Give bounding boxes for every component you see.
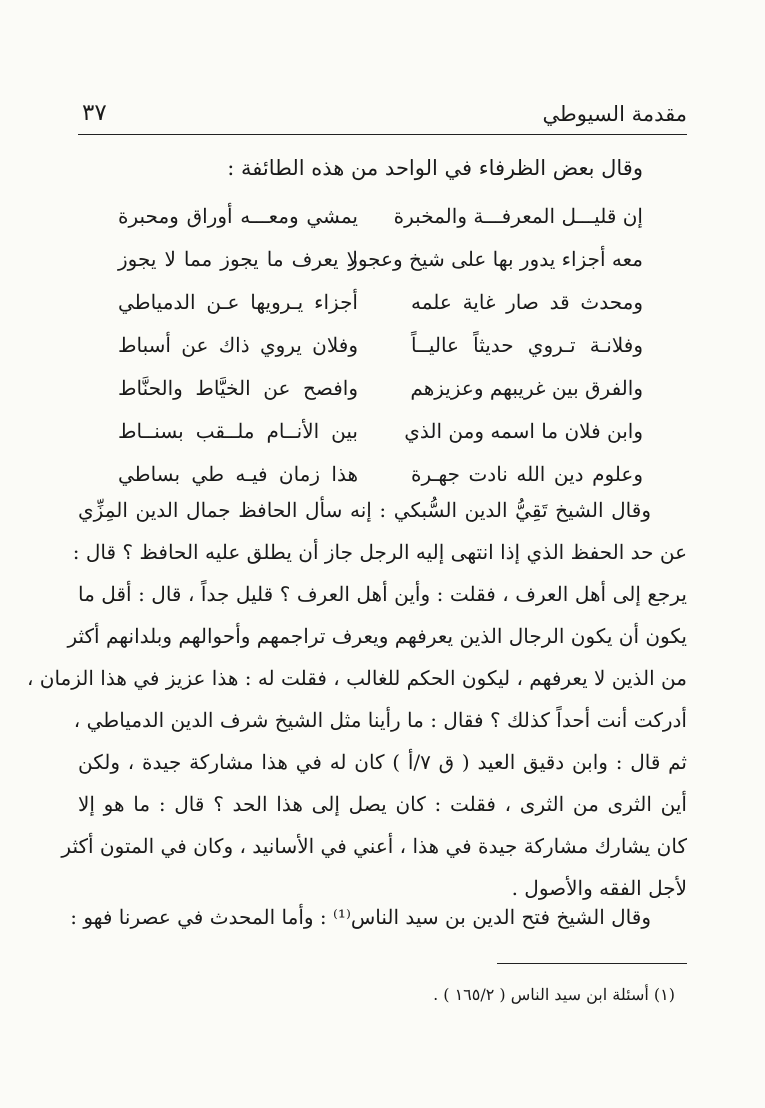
paragraph-line: يكون أن يكون الرجال الذين يعرفهم ويعرف تراجمهم وأحوالهم وبلدانهم أكثر	[67, 624, 687, 648]
footnote: (١) أسئلة ابن سيد الناس ( ١٦٥/٢ ) .	[433, 985, 675, 1004]
page-header	[78, 98, 687, 135]
paragraph-line: أين الثرى من الثرى ، فقلت : كان يصل إلى هذا الحد ؟ قال : ما هو إلا	[78, 792, 687, 816]
paragraph-line: يرجع إلى أهل العرف ، فقلت : وأين أهل العرف ؟ قليل جداً ، قال : أقل ما	[78, 582, 687, 606]
verse-first-hemistich: معه أجزاء يدور بها على شيخ وعجوز	[348, 247, 643, 271]
verse-second-hemistich: بين الأنــام ملــقب بسنــاط	[118, 419, 358, 443]
verse-intro-line: وقال بعض الظرفاء في الواحد من هذه الطائفة :	[227, 156, 643, 180]
paragraph-line: من الذين لا يعرفهم ، ليكون الحكم للغالب ، فقلت له : هذا عزيز في هذا الزمان ،	[26, 666, 687, 690]
page-number: ٣٧	[82, 100, 107, 126]
running-title: مقدمة السيوطي	[542, 102, 687, 126]
verse-first-hemistich: وابن فلان ما اسمه ومن الذي	[404, 419, 643, 443]
verse-first-hemistich: وفلانـة تـروي حديثاً عاليــاً	[411, 333, 643, 357]
verse-first-hemistich: والفرق بين غريبهم وعزيزهم	[410, 376, 643, 400]
verse-line	[118, 204, 643, 247]
verse-second-hemistich: لا يعرف ما يجوز مما لا يجوز	[118, 247, 358, 271]
paragraph-line: لأجل الفقه والأصول .	[511, 876, 687, 900]
verse-line	[118, 247, 643, 290]
verse-first-hemistich: إن قليـــل المعرفـــة والمخبرة	[393, 204, 643, 228]
paragraph-ibn-sayyid-al-nas	[70, 905, 687, 947]
verse-first-hemistich: وعلوم دين الله نادت جهـرة	[411, 462, 643, 486]
verse-second-hemistich: وفلان يروي ذاك عن أسباط	[118, 333, 358, 357]
verse-line	[118, 376, 643, 419]
verse-second-hemistich: أجزاء يـرويها عـن الدمياطي	[118, 290, 358, 314]
verse-line	[118, 333, 643, 376]
paragraph-subki	[26, 498, 688, 918]
verse-first-hemistich: ومحدث قد صار غاية علمه	[411, 290, 643, 314]
paragraph-line: عن حد الحفظ الذي إذا انتهى إليه الرجل جاز أن يطلق عليه الحافظ ؟ قال :	[72, 540, 687, 564]
paragraph-line: وقال الشيخ تَقِيُّ الدين السُّبكي : إنه سأل الحافظ جمال الدين المِزِّي	[78, 498, 651, 522]
poem	[118, 204, 643, 505]
verse-line	[118, 419, 643, 462]
footnote-divider	[497, 963, 687, 964]
verse-second-hemistich: يمشي ومعـــه أوراق ومحبرة	[118, 204, 358, 228]
paragraph-line: ثم قال : وابن دقيق العيد ( ق ٧/أ ) كان له في هذا مشاركة جيدة ، ولكن	[78, 750, 688, 774]
paragraph-line: وقال الشيخ فتح الدين بن سيد الناس⁽¹⁾ : وأما المحدث في عصرنا فهو :	[70, 905, 651, 929]
paragraph-line: كان يشارك مشاركة جيدة في هذا ، أعني في الأسانيد ، وكان في المتون أكثر	[61, 834, 687, 858]
paragraph-line: أدركت أنت أحداً كذلك ؟ فقال : ما رأينا مثل الشيخ شرف الدين الدمياطي ،	[73, 708, 687, 732]
verse-second-hemistich: وافصح عن الخيَّاط والحنَّاط	[118, 376, 358, 400]
verse-second-hemistich: هذا زمان فيـه طي بساطي	[118, 462, 358, 486]
verse-line	[118, 290, 643, 333]
